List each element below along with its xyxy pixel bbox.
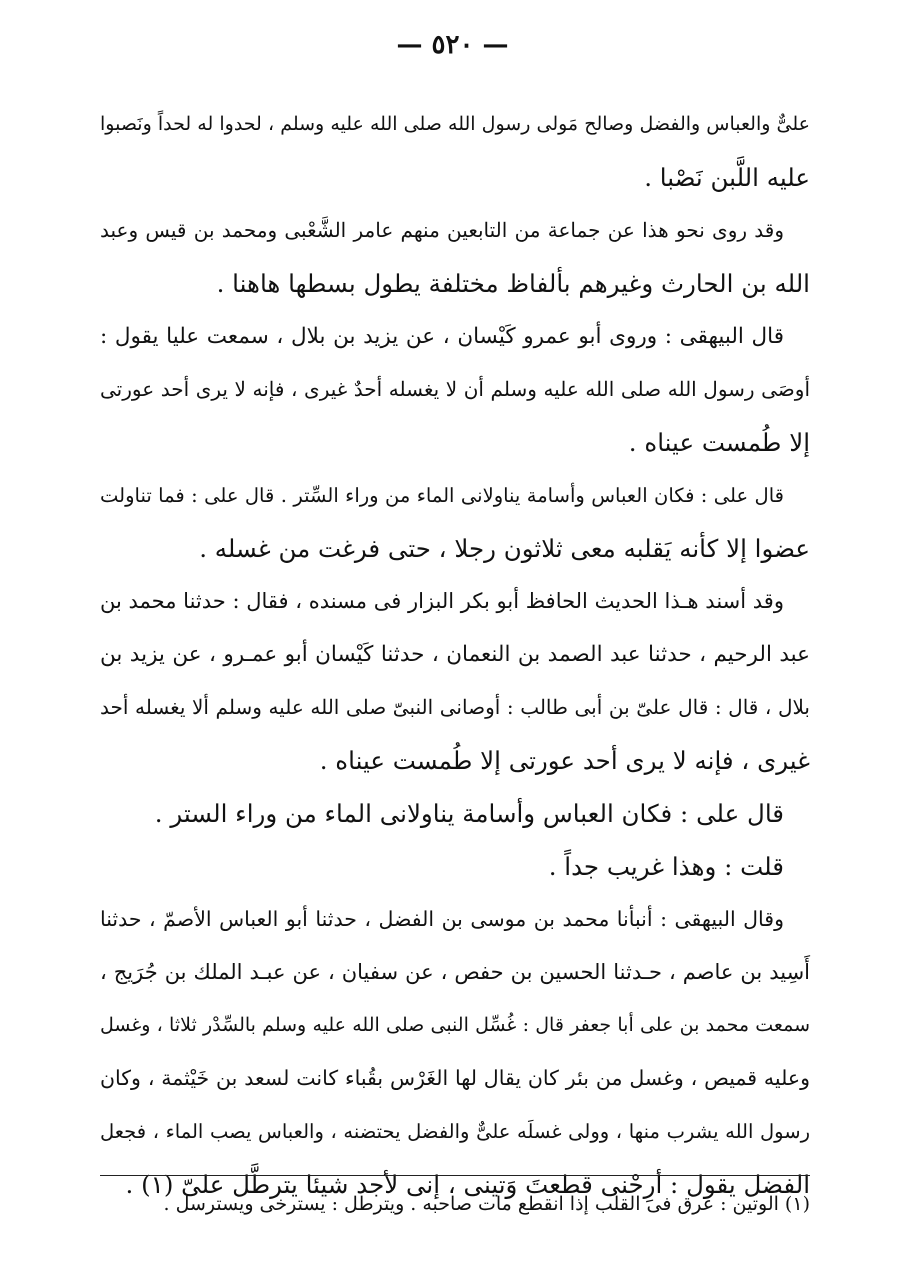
text-line: بلال ، قال : قال علىّ بن أبى طالب : أوصانى النبىّ صلى الله عليه وسلم ألا يغسله أحد — [100, 695, 810, 719]
text-line: إلا طُمست عيناه . — [628, 428, 810, 457]
text-line: وقد روى نحو هذا عن جماعة من التابعين منهم عامر الشَّعْبى ومحمد بن قيس وعبد — [100, 218, 784, 242]
text-line: عضوا إلا كأنه يَقلبه معى ثلاثون رجلا ، حتى فرغت من غسله . — [199, 534, 810, 563]
text-line: عليه اللَّبن نَصْبا . — [644, 163, 810, 192]
text-line: أَسِيد بن عاصم ، حـدثنا الحسين بن حفص ، عن سفيان ، عن عبـد الملك بن جُرَيج ، — [100, 960, 810, 984]
text-line: الفضل يقول : أرِحْنى قطعتَ وَتينى ، إنى لأجد شيئا يترطَّل علىّ (١) . — [125, 1170, 810, 1199]
text-line: وعليه قميص ، وغسل من بئر كان يقال لها الغَرْس بقُباء كانت لسعد بن خَيْثمة ، وكان — [100, 1066, 810, 1090]
text-line: قال على : فكان العباس وأسامة يناولانى الماء من وراء الستر . — [154, 799, 784, 828]
text-line: وقال البيهقى : أنبأنا محمد بن موسى بن الفضل ، حدثنا أبو العباس الأصمّ ، حدثنا — [100, 907, 784, 931]
text-line: الله بن الحارث وغيرهم بألفاظ مختلفة يطول بسطها هاهنا . — [216, 269, 810, 298]
page-number: — ٥٢٠ — — [396, 30, 509, 60]
text-line: عبد الرحيم ، حدثنا عبد الصمد بن النعمان ، حدثنا كَيْسان أبو عمـرو ، عن يزيد بن — [100, 642, 810, 667]
footnote-divider — [100, 1175, 810, 1176]
text-line: وقد أسند هـذا الحديث الحافظ أبو بكر البزار فى مسنده ، فقال : حدثنا محمد بن — [100, 589, 784, 613]
text-line: قال البيهقى : وروى أبو عمرو كَيْسان ، عن يزيد بن بلال ، سمعت عليا يقول : — [100, 324, 784, 349]
text-line: قال على : فكان العباس وأسامة يناولانى الماء من وراء السِّتر . قال على : فما تناولت — [100, 484, 784, 507]
footnote: (١) الوتين : عرق فى القلب إذا انقطع مات صاحبه . ويترطل : يسترخى ويسترسل . — [163, 1193, 810, 1215]
text-line: رسول الله يشرب منها ، وولى غسلَه علىٌّ والفضل يحتضنه ، والعباس يصب الماء ، فجعل — [100, 1120, 810, 1143]
text-line: قلت : وهذا غريب جداً . — [548, 852, 784, 881]
text-line: سمعت محمد بن على أبا جعفر قال : غُسِّل النبى صلى الله عليه وسلم بالسِّدْر ثلاثا ، وغسل — [100, 1014, 810, 1036]
text-line: غيرى ، فإنه لا يرى أحد عورتى إلا طُمست عيناه . — [319, 746, 810, 775]
text-line: علىٌّ والعباس والفضل وصالح مَولى رسول الله صلى الله عليه وسلم ، لحدوا له لحداً ونَصبوا — [100, 113, 810, 135]
body-text — [100, 98, 810, 1211]
text-line: أوصَى رسول الله صلى الله عليه وسلم أن لا يغسله أحدٌ غيرى ، فإنه لا يرى أحد عورتى — [100, 377, 810, 401]
